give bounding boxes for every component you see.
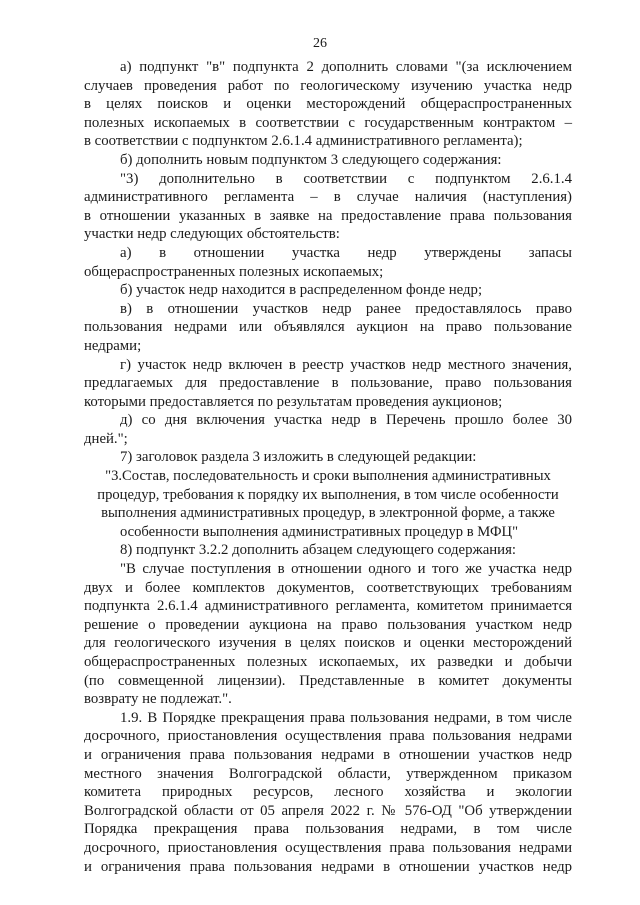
text-line: д) со дня включения участка недр в Перечень прошло более 30: [120, 412, 572, 429]
text-line: досрочного, приостановления осуществления права пользования недрами: [84, 728, 572, 745]
text-line: а) в отношении участка недр утверждены запасы: [120, 244, 572, 261]
text-line: г) участок недр включен в реестр участков недр местного значения,: [120, 356, 572, 373]
text-line: пользования недрами или объявлялся аукцион на право пользование: [84, 319, 572, 336]
text-line: (по совмещенной лицензии). Представленные в комитет документы: [84, 672, 572, 689]
text-line: комитета природных ресурсов, лесного хозяйства и экологии: [84, 784, 572, 801]
text-line: "В случае поступления в отношении одного и того же участка недр: [120, 561, 572, 578]
section-3-heading: [84, 467, 572, 541]
heading-line: особенности выполнения административных процедур в МФЦ": [120, 523, 519, 540]
text-line: в отношении указанных в заявке на предоставление права пользования: [84, 207, 572, 224]
text-line: Волгоградской области от 05 апреля 2022 г. № 576-ОД "Об утверждении: [84, 802, 572, 819]
text-line: случаев проведения работ по геологическому изучению участка недр: [84, 77, 572, 94]
text-line: недрами;: [84, 337, 142, 354]
text-line: общераспространенных полезных ископаемых, их разведки и добычи: [84, 654, 572, 670]
text-line: 8) подпункт 3.2.2 дополнить абзацем следующего содержания:: [120, 542, 517, 559]
text-line: возврату не подлежат.".: [84, 691, 232, 708]
text-line: которыми предоставляется по результатам проведения аукционов;: [84, 393, 503, 410]
text-line: 1.9. В Порядке прекращения права пользования недрами, в том числе: [120, 709, 572, 726]
text-line: в) в отношении участков недр ранее предоставлялось право: [120, 300, 572, 317]
amendment-paragraphs-continued: [84, 541, 572, 876]
text-line: и ограничения права пользования недрами в отношении участков недр: [84, 746, 572, 763]
document-body: [84, 58, 572, 876]
text-line: 7) заголовок раздела 3 изложить в следующей редакции:: [120, 449, 477, 466]
text-line: местного значения Волгоградской области, утвержденном приказом: [84, 765, 572, 782]
text-line: Порядка прекращения права пользования недрами, в том числе: [84, 821, 572, 838]
text-line: полезных ископаемых в соответствии с государственным контрактом –: [84, 114, 572, 131]
amendment-paragraphs: [84, 58, 572, 467]
text-line: досрочного, приостановления осуществления права пользования недрами: [84, 839, 572, 856]
text-line: подпункта 2.6.1.4 административного регламента, комитетом принимается: [84, 598, 572, 615]
text-line: б) участок недр находится в распределенном фонде недр;: [120, 282, 483, 299]
text-line: в соответствии с подпунктом 2.6.1.4 административного регламента);: [84, 133, 523, 150]
text-line: "3) дополнительно в соответствии с подпунктом 2.6.1.4: [120, 170, 572, 187]
text-line: общераспространенных полезных ископаемых;: [84, 263, 384, 280]
heading-line: "3.Состав, последовательность и сроки выполнения административных: [105, 468, 551, 485]
text-line: предлагаемых для предоставление в пользование, право пользования: [84, 375, 572, 392]
text-line: и ограничения права пользования недрами в отношении участков недр: [84, 858, 572, 875]
heading-line: выполнения административных процедур, в электронной форме, а также: [101, 505, 555, 522]
text-line: дней.";: [84, 430, 128, 447]
text-line: б) дополнить новым подпунктом 3 следующего содержания:: [120, 151, 502, 168]
text-line: а) подпункт "в" подпункта 2 дополнить словами "(за исключением: [120, 59, 572, 75]
text-line: двух и более комплектов документов, соответствующих требованиям: [84, 579, 572, 596]
heading-line: процедур, требования к порядку их выполнения, в том числе особенности: [97, 486, 559, 503]
text-line: решение о проведении аукциона на право пользования участком недр: [84, 616, 572, 633]
text-line: для геологического изучения в целях поисков и оценки месторождений: [84, 635, 572, 652]
text-line: участки недр следующих обстоятельств:: [84, 226, 340, 243]
page-number: 26: [313, 36, 327, 51]
text-line: административного регламента – в случае наличия (наступления): [84, 189, 572, 206]
text-line: в целях поисков и оценки месторождений общераспространенных: [84, 96, 572, 113]
